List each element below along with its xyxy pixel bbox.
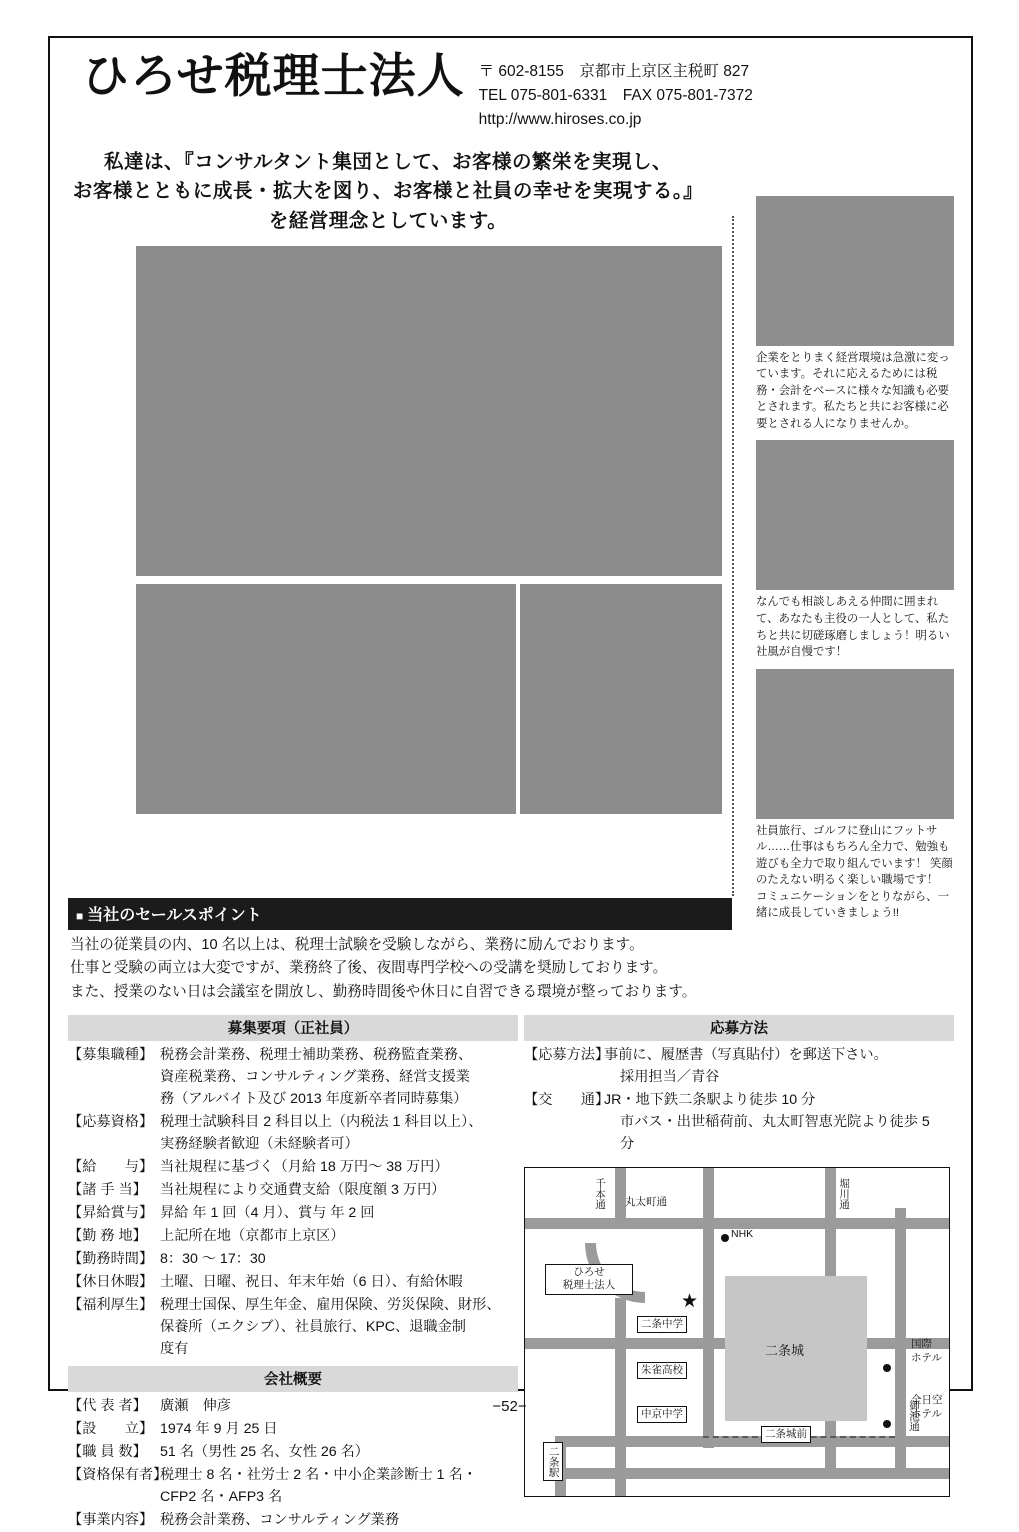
recruit-key: 【勤 務 地】 bbox=[68, 1227, 147, 1244]
staff-comment-3 bbox=[756, 669, 954, 922]
page-inner bbox=[68, 49, 954, 1532]
recruit-value bbox=[160, 1225, 518, 1247]
sales-point-header bbox=[68, 898, 732, 930]
recruit-value bbox=[160, 1111, 518, 1155]
apply-key: 【交 通】 bbox=[524, 1091, 610, 1108]
recruit-value bbox=[160, 1044, 518, 1110]
map-label-kokusai-hotel-2: ホテル bbox=[911, 1351, 942, 1364]
company-name: ひろせ税理士法人 bbox=[82, 49, 465, 104]
recruit-value bbox=[160, 1248, 518, 1270]
recruit-key: 【福利厚生】 bbox=[68, 1296, 154, 1313]
staff-portrait-female-1 bbox=[756, 440, 954, 590]
page-header bbox=[68, 49, 954, 132]
staff-portrait-male-2 bbox=[756, 669, 954, 819]
sales-point-line-3: また、授業のない日は会議室を開放し、勤務時間後や休日に自習できる環境が整っております。 bbox=[70, 984, 697, 1001]
staff-comments-column bbox=[756, 196, 954, 930]
map-label-ana-hotel-2: ホテル bbox=[911, 1407, 942, 1420]
company-band: 会社概要 bbox=[68, 1366, 518, 1392]
office-building-photo bbox=[520, 584, 722, 814]
page-number: −52− bbox=[492, 1398, 527, 1415]
recruit-row bbox=[68, 1294, 518, 1360]
staff-comment-2 bbox=[756, 440, 954, 660]
apply-value bbox=[604, 1089, 954, 1155]
apply-rows bbox=[524, 1044, 954, 1155]
company-map-box-line2: 税理士法人 bbox=[562, 1279, 616, 1292]
recruit-value-line: 8：30 〜 17：30 bbox=[160, 1250, 266, 1267]
company-value-line: 廣瀬 伸彦 bbox=[160, 1397, 231, 1414]
company-value-line: 1974 年 9 月 25 日 bbox=[160, 1420, 278, 1437]
company-value bbox=[160, 1418, 518, 1440]
company-map-box bbox=[545, 1264, 633, 1295]
apply-key: 【応募方法】 bbox=[524, 1046, 610, 1063]
company-value-line: 税理士 8 名・社労士 2 名・中小企業診断士 1 名・ bbox=[160, 1466, 477, 1483]
recruit-value-line: 度有 bbox=[160, 1340, 189, 1357]
recruit-value-line: 当社規程に基づく（月給 18 万円〜 38 万円） bbox=[160, 1158, 449, 1175]
right-column bbox=[524, 1015, 954, 1532]
map-label-nhk: NHK bbox=[731, 1227, 754, 1240]
staff-portrait-male-1 bbox=[756, 196, 954, 346]
company-row bbox=[68, 1418, 518, 1440]
apply-value bbox=[604, 1044, 954, 1088]
staff-comment-text-1: 企業をとりまく経営環境は急激に変っています。それに応えるためには税務・会計をベースに様々な知識も必要とされます。私たちと共にお客様に必要とされる人になりませんか。 bbox=[756, 351, 950, 430]
recruit-key: 【昇給賞与】 bbox=[68, 1204, 154, 1221]
recruit-value-line: 税理士試験科目 2 科目以上（内税法 1 科目以上）、 bbox=[160, 1113, 483, 1130]
recruit-value bbox=[160, 1156, 518, 1178]
apply-row bbox=[524, 1044, 954, 1088]
left-column bbox=[68, 1015, 518, 1532]
apply-value-line: JR・地下鉄二条駅より徒歩 10 分 bbox=[604, 1091, 816, 1108]
contact-block bbox=[479, 60, 753, 132]
company-row bbox=[68, 1464, 518, 1508]
recruit-value-line: 務（アルバイト及び 2013 年度新卒者同時募集） bbox=[160, 1090, 468, 1107]
recruit-key: 【諸 手 当】 bbox=[68, 1181, 147, 1198]
recruit-value-line: 資産税業務、コンサルティング業務、経営支援業 bbox=[160, 1068, 470, 1085]
ana-hotel-dot-icon bbox=[883, 1420, 891, 1428]
map-label-kokusai-hotel-1: 国際 bbox=[911, 1337, 932, 1350]
futsal-team-photo bbox=[136, 584, 516, 814]
apply-value-line: 採用担当／青谷 bbox=[620, 1068, 720, 1085]
apply-band: 応募方法 bbox=[524, 1015, 954, 1041]
recruit-value bbox=[160, 1179, 518, 1201]
recruit-row bbox=[68, 1179, 518, 1201]
recruit-key: 【給 与】 bbox=[68, 1158, 154, 1175]
company-map-box-line1: ひろせ bbox=[573, 1265, 605, 1278]
recruit-value-line: 実務経験者歓迎（未経験者可） bbox=[160, 1135, 359, 1152]
recruit-value-line: 税務会計業務、税理士補助業務、税務監査業務、 bbox=[160, 1046, 473, 1063]
recruit-row bbox=[68, 1248, 518, 1270]
recruit-value-line: 昇給 年 1 回（4 月）、賞与 年 2 回 bbox=[160, 1204, 375, 1221]
map-label-nijojo: 二条城 bbox=[765, 1342, 805, 1358]
recruit-value-line: 上記所在地（京都市上京区） bbox=[160, 1227, 345, 1244]
map-box-nijojo-mae: 二条城前 bbox=[761, 1426, 811, 1444]
recruit-value bbox=[160, 1271, 518, 1293]
company-value bbox=[160, 1464, 518, 1508]
map-label-oike: 御池通 bbox=[908, 1399, 920, 1432]
philosophy-line-1: 私達は、『コンサルタント集団として、お客様の繁栄を実現し、 bbox=[103, 151, 673, 174]
tel-fax: TEL 075-801-6331 FAX 075-801-7372 bbox=[478, 87, 753, 105]
recruit-row bbox=[68, 1225, 518, 1247]
map-box-suzaku-koko: 朱雀高校 bbox=[637, 1362, 687, 1380]
recruit-row bbox=[68, 1044, 518, 1110]
company-key: 【事業内容】 bbox=[68, 1511, 154, 1528]
apply-value-line: 分 bbox=[620, 1135, 635, 1152]
map-box-chukyo-chugaku: 中京中学 bbox=[637, 1406, 687, 1424]
company-rows bbox=[68, 1395, 518, 1531]
office-meeting-photo bbox=[136, 246, 722, 576]
company-location-star-icon: ★ bbox=[681, 1290, 699, 1312]
staff-comment-text-2: なんでも相談しあえる仲間に囲まれて、あなたも主役の一人として、私たちと共に切磋琢磨しましょう！明るい社風が自慢です！ bbox=[756, 596, 950, 659]
postal-address: 〒 602-8155 京都市上京区主税町 827 bbox=[478, 63, 750, 80]
sales-point-section bbox=[68, 898, 732, 1005]
sales-point-line-2: 仕事と受験の両立は大変ですが、業務終了後、夜間専門学校への受講を奨励しております。 bbox=[70, 960, 668, 977]
map-label-senbon: 千本通 bbox=[594, 1177, 606, 1210]
recruit-value-line: 保養所（エクシブ）、社員旅行、KPC、退職金制 bbox=[160, 1318, 466, 1335]
company-key: 【職 員 数】 bbox=[68, 1443, 147, 1460]
sales-point-body bbox=[68, 930, 732, 1005]
philosophy-line-2: お客様とともに成長・拡大を図り、お客様と社員の幸せを実現する。』 bbox=[72, 180, 704, 203]
apply-value-line: 市バス・出世稲荷前、丸太町智恵光院より徒歩 5 bbox=[620, 1113, 930, 1130]
recruit-key: 【応募資格】 bbox=[68, 1113, 154, 1130]
recruit-row bbox=[68, 1156, 518, 1178]
recruit-value-line: 土曜、日曜、祝日、年末年始（6 日）、有給休暇 bbox=[160, 1273, 463, 1290]
staff-comment-text-3: 社員旅行、ゴルフに登山にフットサル……仕事はもちろん全力で、勉強も遊びも全力で取り組んでいます！ 笑顔のたえない明るく楽しい職場です！ コミュニケーションをとりながら、一緒に成長していきましょう!! bbox=[756, 824, 953, 920]
company-value-line: 51 名（男性 25 名、女性 26 名） bbox=[160, 1443, 369, 1460]
company-row bbox=[68, 1509, 518, 1531]
recruit-row bbox=[68, 1202, 518, 1224]
philosophy-statement bbox=[68, 148, 708, 236]
recruit-key: 【募集職種】 bbox=[68, 1046, 154, 1063]
staff-comment-1 bbox=[756, 196, 954, 433]
kokusai-hotel-dot-icon bbox=[883, 1364, 891, 1372]
recruit-rows bbox=[68, 1044, 518, 1360]
square-bullet-icon: ■ bbox=[76, 908, 84, 923]
company-value-line: CFP2 名・AFP3 名 bbox=[160, 1488, 283, 1505]
recruit-value bbox=[160, 1202, 518, 1224]
map-label-ana-hotel-1: 全日空 bbox=[911, 1393, 943, 1406]
map-box-nijo-chugaku: 二条中学 bbox=[637, 1316, 687, 1334]
sales-point-title: 当社のセールスポイント bbox=[87, 906, 262, 924]
recruit-key: 【勤務時間】 bbox=[68, 1250, 154, 1267]
company-key: 【設 立】 bbox=[68, 1420, 154, 1437]
lower-columns bbox=[68, 1015, 954, 1532]
recruit-value-line: 当社規程により交通費支給（限度額 3 万円） bbox=[160, 1181, 446, 1198]
vertical-dotted-divider bbox=[732, 216, 734, 896]
company-key: 【代 表 者】 bbox=[68, 1397, 147, 1414]
recruit-key: 【休日休暇】 bbox=[68, 1273, 154, 1290]
website-url[interactable]: http://www.hiroses.co.jp bbox=[478, 111, 642, 129]
company-value bbox=[160, 1509, 518, 1531]
map-label-horikawa: 堀川通 bbox=[838, 1177, 850, 1210]
recruit-row bbox=[68, 1271, 518, 1293]
recruit-row bbox=[68, 1111, 518, 1155]
map-box-nijo-eki: 二条駅 bbox=[543, 1442, 563, 1482]
access-map bbox=[524, 1167, 950, 1497]
map-label-marutamachi: 丸太町通 bbox=[625, 1195, 667, 1208]
recruit-value bbox=[160, 1294, 518, 1360]
apply-row bbox=[524, 1089, 954, 1155]
road-bottom bbox=[555, 1468, 950, 1479]
recruit-band: 募集要項（正社員） bbox=[68, 1015, 518, 1041]
company-value-line: 税務会計業務、コンサルティング業務 bbox=[160, 1511, 400, 1528]
nhk-dot-icon bbox=[721, 1234, 729, 1242]
company-row bbox=[68, 1441, 518, 1463]
recruit-value-line: 税理士国保、厚生年金、雇用保険、労災保険、財形、 bbox=[160, 1296, 501, 1313]
apply-value-line: 事前に、履歴書（写真貼付）を郵送下さい。 bbox=[604, 1046, 888, 1063]
company-value bbox=[160, 1441, 518, 1463]
sales-point-line-1: 当社の従業員の内、10 名以上は、税理士試験を受験しながら、業務に励んでおります。 bbox=[70, 936, 644, 953]
company-key: 【資格保有者】 bbox=[68, 1466, 168, 1483]
road-east-vertical bbox=[895, 1208, 906, 1468]
philosophy-line-3: を経営理念としています。 bbox=[268, 209, 508, 232]
